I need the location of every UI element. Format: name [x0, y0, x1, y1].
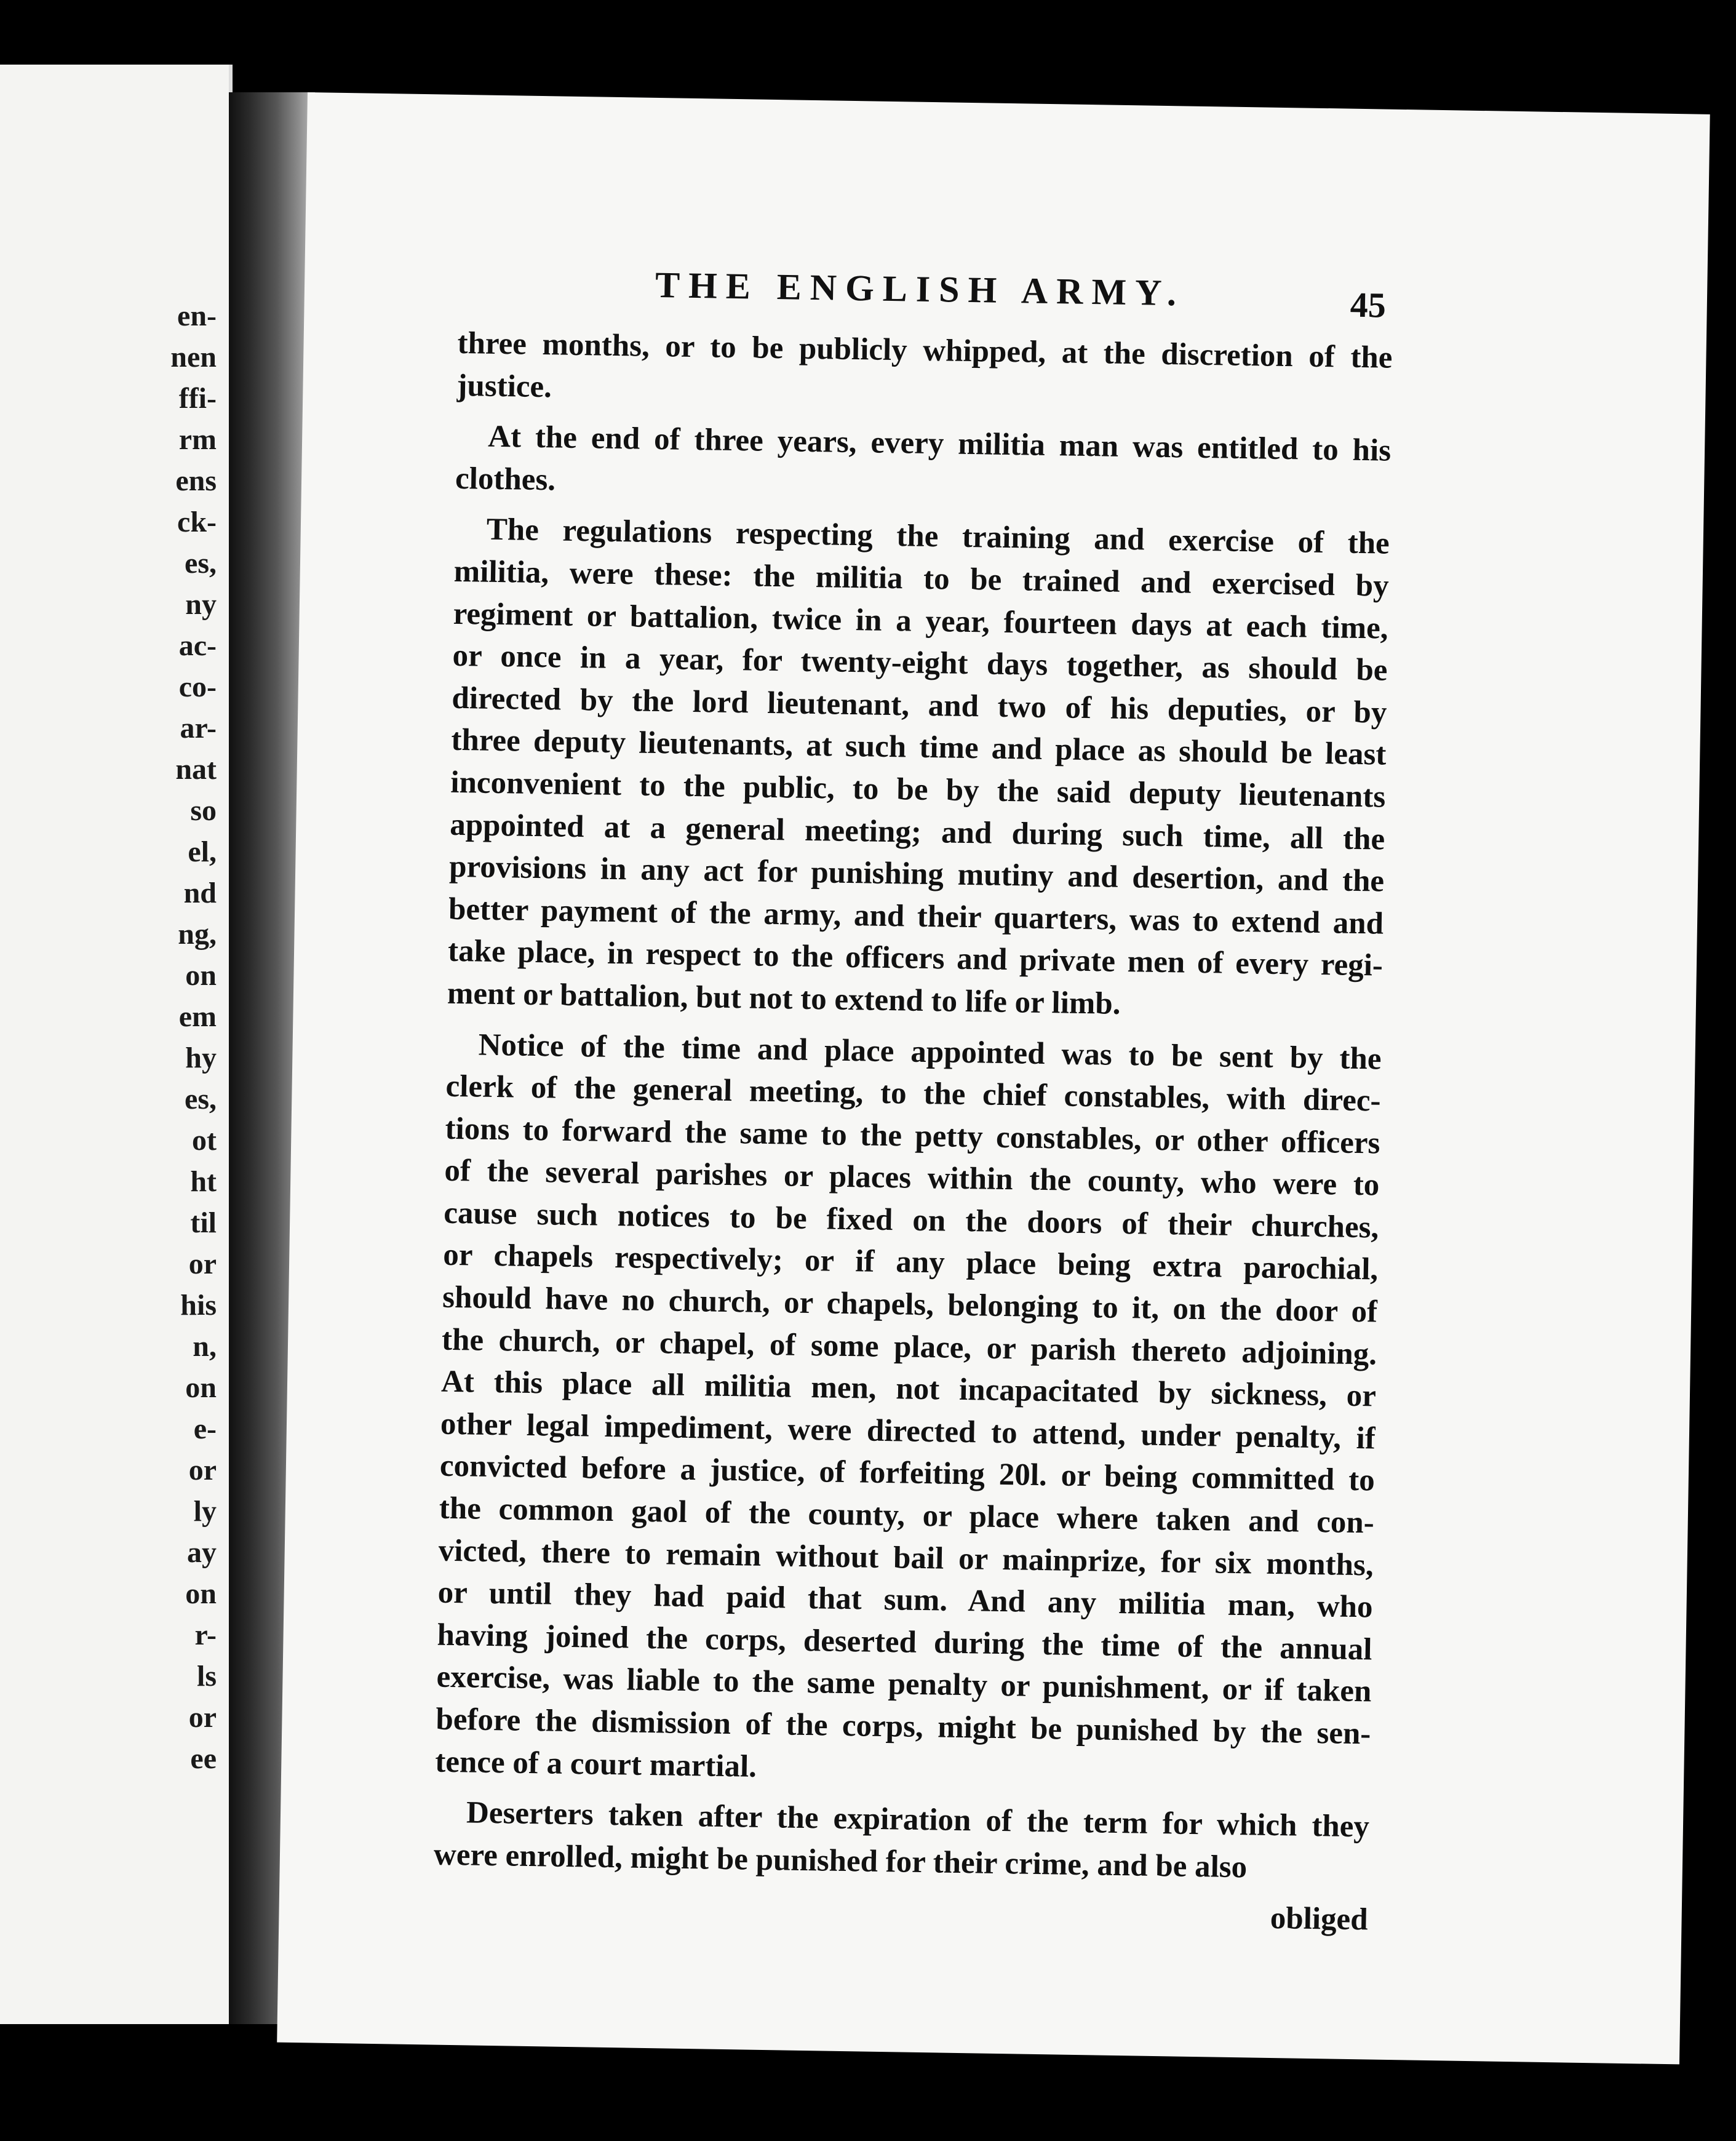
facing-page-fragment: ot — [192, 1124, 217, 1157]
facing-page-fragment: so — [190, 794, 217, 827]
text-line: militia, were these: the militia to be trained and exercised by — [453, 554, 1390, 604]
text-line: having joined the corps, deserted during the time of the annual — [437, 1617, 1372, 1667]
text-line: of the several parishes or places within the county, who were to — [444, 1153, 1380, 1203]
facing-page-fragment: ck- — [177, 506, 217, 538]
facing-page-fragment: ens — [175, 464, 217, 497]
text-line: three months, or to be publicly whipped, at the discretion of the — [457, 325, 1393, 375]
text-line: At this place all militia men, not incapacitated by sickness, or — [440, 1364, 1377, 1414]
facing-page-fragment: ly — [193, 1495, 217, 1528]
facing-page-fragment: til — [190, 1206, 217, 1239]
text-line: other legal impediment, were directed to attend, under penalty, if — [440, 1406, 1376, 1456]
paragraph — [433, 1792, 1369, 1891]
facing-page-fragment: n, — [193, 1330, 217, 1363]
facing-page-fragment: ng, — [178, 918, 217, 951]
text-line: Notice of the time and place appointed was to be sent by the — [478, 1027, 1382, 1077]
facing-page-fragment: ar- — [180, 712, 217, 744]
text-line: tions to forward the same to the petty constables, or other officers — [445, 1111, 1380, 1161]
text-line: three deputy lieutenants, at such time and place as should be least — [451, 723, 1387, 773]
facing-page-fragment: ls — [196, 1660, 217, 1692]
page-number: 45 — [1350, 284, 1387, 325]
facing-page-fragment: r- — [194, 1619, 217, 1651]
facing-page-fragment: rm — [178, 423, 217, 456]
facing-page-fragment: ay — [187, 1536, 217, 1569]
facing-page-fragment: ee — [190, 1742, 217, 1775]
text-line: before the dismission of the corps, might be punished by the sen- — [436, 1702, 1371, 1752]
facing-page-left — [0, 65, 233, 2024]
text-line: appointed at a general meeting; and during such time, all the — [449, 807, 1385, 857]
text-line: directed by the lord lieutenant, and two of his deputies, or by — [452, 680, 1387, 730]
facing-page-fragment: hy — [185, 1042, 217, 1074]
paragraph — [456, 322, 1393, 421]
facing-page-fragment: ht — [190, 1165, 217, 1198]
facing-page-fragment: e- — [193, 1413, 217, 1445]
text-line: take place, in respect to the officers and private men of every regi- — [447, 934, 1384, 983]
text-line: exercise, was liable to the same penalty or punishment, or if taken — [436, 1660, 1372, 1709]
facing-page-fragment: es, — [185, 1083, 217, 1115]
text-line: inconvenient to the public, to be by the said deputy lieutenants — [450, 765, 1386, 815]
text-line: the common gaol of the county, or place where taken and con- — [439, 1491, 1375, 1541]
running-head: THE ENGLISH ARMY. — [655, 264, 1185, 314]
facing-page-fragment: or — [188, 1701, 217, 1734]
facing-page-fragment: ac- — [178, 629, 217, 662]
facing-page-fragment: his — [180, 1289, 217, 1322]
facing-page-fragment: on — [185, 959, 217, 992]
facing-page-fragment: el, — [188, 835, 217, 868]
facing-page-fragment: nd — [183, 877, 217, 909]
text-line: clothes. — [455, 461, 556, 498]
facing-page-fragment: em — [178, 1000, 217, 1033]
book-page — [277, 92, 1710, 2064]
facing-page-fragment: on — [185, 1577, 217, 1610]
facing-page-fragment: nen — [170, 341, 217, 373]
facing-page-fragment: or — [188, 1248, 217, 1280]
text-line: convicted before a justice, of forfeiting 20l. or being committed to — [439, 1449, 1376, 1498]
text-line: the church, or chapel, of some place, or parish thereto adjoining. — [441, 1322, 1377, 1372]
paragraph — [447, 508, 1390, 1029]
text-line: or chapels respectively; or if any place being extra parochial, — [442, 1238, 1379, 1288]
text-line: or once in a year, for twenty-eight days together, as should be — [452, 638, 1388, 688]
facing-page-fragment: ffi- — [178, 382, 217, 415]
facing-page-fragment: en- — [177, 300, 217, 332]
facing-page-fragment: co- — [178, 671, 217, 703]
text-line: ment or battalion, but not to extend to life or limb. — [447, 976, 1121, 1021]
facing-page-fragment: ny — [185, 588, 217, 621]
facing-page-fragment: on — [185, 1371, 217, 1404]
text-line: cause such notices to be fixed on the doors of their churches, — [443, 1195, 1379, 1245]
text-line: or until they had paid that sum. And any militia man, who — [437, 1575, 1373, 1625]
text-line: victed, there to remain without bail or mainprize, for six months, — [438, 1533, 1374, 1583]
facing-page-fragment: nat — [175, 753, 217, 786]
body-text — [432, 322, 1393, 1942]
text-line: should have no church, or chapels, belonging to it, on the door of — [442, 1280, 1378, 1330]
text-line: regiment or battalion, twice in a year, fourteen days at each time, — [453, 596, 1388, 646]
text-line: provisions in any act for punishing mutiny and desertion, and the — [448, 849, 1385, 899]
text-line: better payment of the army, and their quarters, was to extend and — [448, 891, 1384, 941]
text-line: were enrolled, might be punished for their crime, and be also — [433, 1837, 1248, 1885]
text-line: clerk of the general meeting, to the chief constables, with direc- — [445, 1069, 1381, 1118]
text-line: justice. — [456, 368, 552, 404]
text-line: The regulations respecting the training and exercise of the — [486, 512, 1390, 562]
text-line: tence of a court martial. — [434, 1744, 757, 1784]
facing-page-fragment: es, — [185, 547, 217, 580]
facing-page-fragment: or — [188, 1454, 217, 1486]
paragraph — [435, 1023, 1382, 1797]
catchword: obliged — [1270, 1901, 1368, 1937]
text-line: Deserters taken after the expiration of the term for which they — [466, 1795, 1370, 1844]
text-line: At the end of three years, every militia man was entitled to his — [487, 419, 1392, 468]
paragraph — [455, 415, 1392, 514]
